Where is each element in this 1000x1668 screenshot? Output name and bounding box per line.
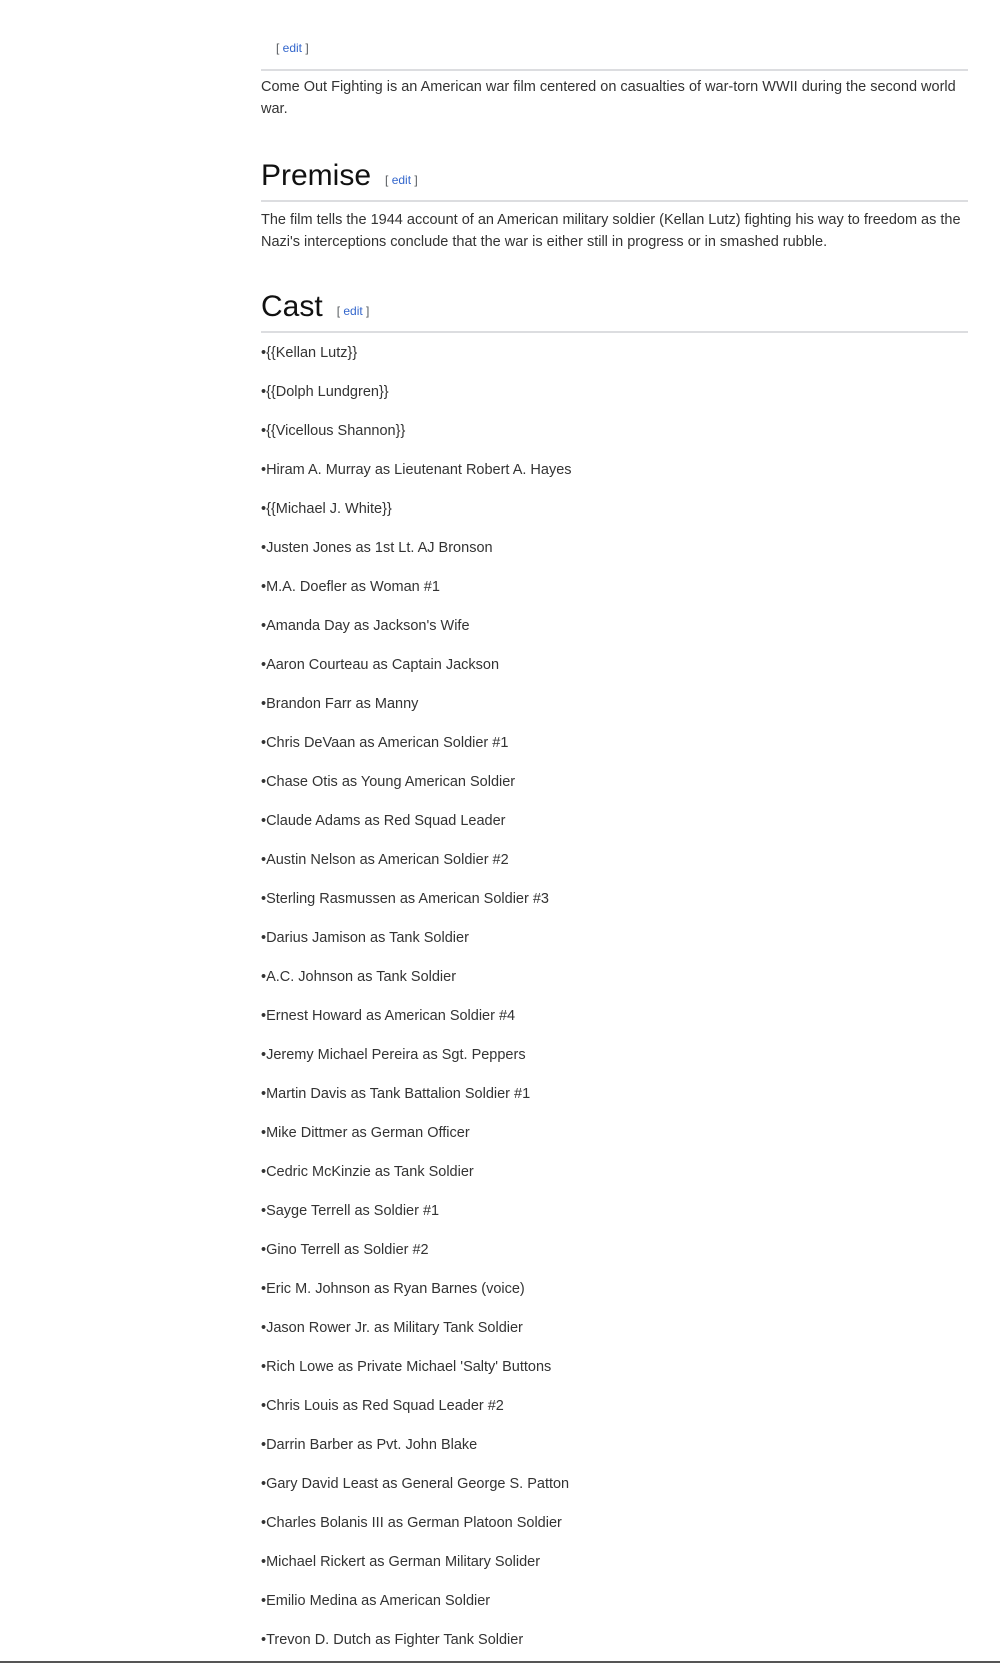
cast-list-item: •Claude Adams as Red Squad Leader bbox=[261, 813, 506, 829]
cast-list-item: •Darius Jamison as Tank Soldier bbox=[261, 930, 469, 946]
cast-list bbox=[261, 342, 572, 1668]
cast-list-item: •M.A. Doefler as Woman #1 bbox=[261, 579, 440, 595]
edit-link-label: edit bbox=[282, 41, 303, 55]
cast-list-item: •Ernest Howard as American Soldier #4 bbox=[261, 1008, 516, 1024]
premise-heading-text: Premise bbox=[261, 159, 372, 192]
cast-list-item: •{{Kellan Lutz}} bbox=[261, 345, 358, 361]
intro-edit-link[interactable]: [ edit ] bbox=[276, 41, 309, 55]
cast-list-item: •Aaron Courteau as Captain Jackson bbox=[261, 657, 500, 673]
premise-paragraph: The film tells the 1944 account of an American military soldier (Kellan Lutz) fighting his way to freedom as the Nazi's interceptions conclude that the war is either still in progress or in smashed rubble. bbox=[261, 212, 961, 250]
cast-list-item: •Amanda Day as Jackson's Wife bbox=[261, 618, 470, 634]
cast-list-item: •Trevon D. Dutch as Fighter Tank Soldier bbox=[261, 1632, 524, 1648]
cast-list-item: •Chris Louis as Red Squad Leader #2 bbox=[261, 1398, 504, 1414]
cast-list-item: •Gary David Least as General George S. Patton bbox=[261, 1476, 570, 1492]
cast-edit-link[interactable]: [ edit ] bbox=[336, 304, 370, 318]
cast-list-item: •Hiram A. Murray as Lieutenant Robert A. Hayes bbox=[261, 462, 572, 478]
cast-list-item: •Emilio Medina as American Soldier bbox=[261, 1593, 491, 1609]
cast-list-item: •Rich Lowe as Private Michael 'Salty' Buttons bbox=[261, 1359, 552, 1375]
cast-list-item: •{{Michael J. White}} bbox=[261, 501, 392, 517]
section-divider bbox=[261, 200, 968, 202]
cast-list-item: •Sayge Terrell as Soldier #1 bbox=[261, 1203, 440, 1219]
section-divider bbox=[261, 331, 968, 333]
cast-heading bbox=[261, 289, 369, 329]
cast-list-item: •{{Dolph Lundgren}} bbox=[261, 384, 389, 400]
cast-list-item: •A.C. Johnson as Tank Soldier bbox=[261, 969, 457, 985]
premise-edit-link[interactable]: [ edit ] bbox=[385, 173, 418, 187]
cast-list-item: •Darrin Barber as Pvt. John Blake bbox=[261, 1437, 478, 1453]
cast-list-item: •Austin Nelson as American Soldier #2 bbox=[261, 852, 509, 868]
premise-heading bbox=[261, 158, 418, 198]
cast-list-item: •Gino Terrell as Soldier #2 bbox=[261, 1242, 429, 1258]
intro-paragraph: Come Out Fighting is an American war film centered on casualties of war-torn WWII during the second world war. bbox=[261, 79, 956, 117]
edit-link-label: edit bbox=[391, 173, 412, 187]
cast-list-item: •Mike Dittmer as German Officer bbox=[261, 1125, 470, 1141]
cast-list-item: •Justen Jones as 1st Lt. AJ Bronson bbox=[261, 540, 493, 556]
cast-list-item: •Cedric McKinzie as Tank Soldier bbox=[261, 1164, 474, 1180]
section-divider bbox=[261, 69, 968, 71]
cast-list-item: •Michael Rickert as German Military Solider bbox=[261, 1554, 541, 1570]
cast-list-item: •Eric M. Johnson as Ryan Barnes (voice) bbox=[261, 1281, 525, 1297]
cast-list-item: •Chris DeVaan as American Soldier #1 bbox=[261, 735, 509, 751]
cast-heading-text: Cast bbox=[261, 290, 323, 323]
cast-list-item: •Charles Bolanis III as German Platoon Soldier bbox=[261, 1515, 562, 1531]
cast-list-item: •Brandon Farr as Manny bbox=[261, 696, 419, 712]
cast-list-item: •Martin Davis as Tank Battalion Soldier #1 bbox=[261, 1086, 531, 1102]
cast-list-item: •Sterling Rasmussen as American Soldier #3 bbox=[261, 891, 549, 907]
cast-list-item: •Jason Rower Jr. as Military Tank Soldier bbox=[261, 1320, 523, 1336]
cast-list-item: •Chase Otis as Young American Soldier bbox=[261, 774, 516, 790]
cast-list-item: •Jeremy Michael Pereira as Sgt. Peppers bbox=[261, 1047, 526, 1063]
edit-link-label: edit bbox=[343, 304, 363, 318]
cast-list-item: •{{Vicellous Shannon}} bbox=[261, 423, 406, 439]
